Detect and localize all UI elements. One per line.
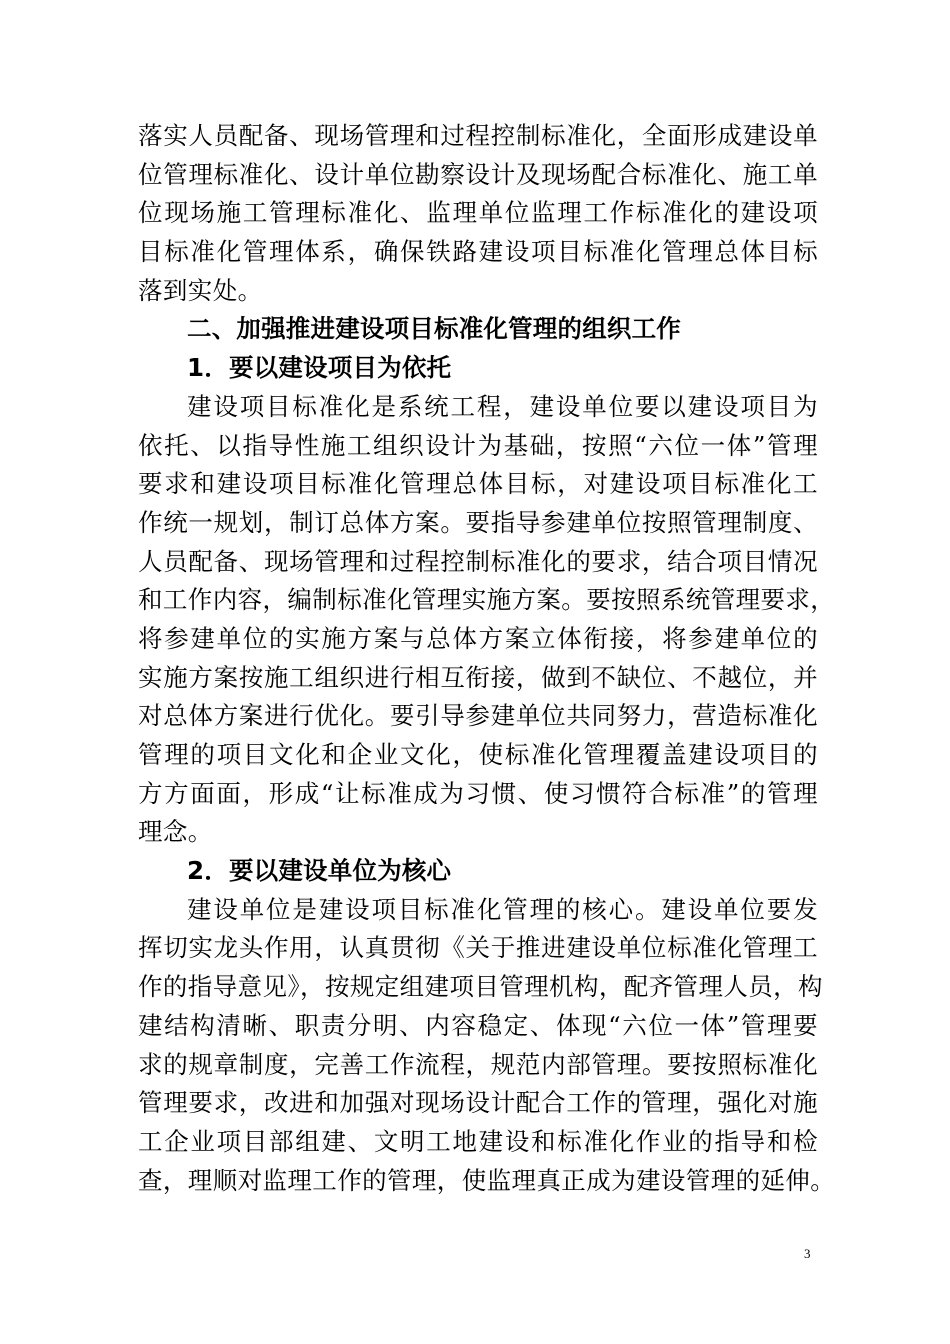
paragraph-line: 位管理标准化、设计单位勘察设计及现场配合标准化、施工单 (138, 159, 818, 189)
paragraph-line: 落到实处。 (138, 275, 263, 305)
paragraph-line: 作统一规划，制订总体方案。要指导参建单位按照管理制度、 (138, 507, 818, 537)
paragraph-line: 位现场施工管理标准化、监理单位监理工作标准化的建设项 (138, 198, 818, 228)
paragraph-line: 目标准化管理体系，确保铁路建设项目标准化管理总体目标 (138, 237, 818, 267)
page-number: 3 (804, 1246, 811, 1261)
paragraph-line: 建结构清晰、职责分明、内容稳定、体现“六位一体”管理要 (138, 1010, 818, 1040)
paragraph-line: 管理要求，改进和加强对现场设计配合工作的管理，强化对施 (138, 1088, 818, 1118)
paragraph-line: 求的规章制度，完善工作流程，规范内部管理。要按照标准化 (138, 1049, 818, 1079)
paragraph-line: 方方面面，形成“让标准成为习惯、使习惯符合标准”的管理 (138, 778, 818, 808)
paragraph-line: 作的指导意见》，按规定组建项目管理机构，配齐管理人员，构 (138, 972, 823, 1002)
subsection-heading: 2．要以建设单位为核心 (187, 856, 452, 886)
paragraph-line: 查，理顺对监理工作的管理，使监理真正成为建设管理的延伸。 (138, 1165, 836, 1195)
paragraph-line: 要求和建设项目标准化管理总体目标，对建设项目标准化工 (138, 469, 818, 499)
paragraph-line: 依托、以指导性施工组织设计为基础，按照“六位一体”管理 (138, 430, 818, 460)
paragraph-line: 人员配备、现场管理和过程控制标准化的要求，结合项目情况 (138, 546, 818, 576)
paragraph-line: 挥切实龙头作用，认真贯彻《关于推进建设单位标准化管理工 (138, 933, 818, 963)
paragraph-line: 建设单位是建设项目标准化管理的核心。建设单位要发 (187, 894, 818, 924)
paragraph-line: 对总体方案进行优化。要引导参建单位共同努力，营造标准化 (138, 701, 818, 731)
body-text (138, 117, 836, 1200)
paragraph-line: 工企业项目部组建、文明工地建设和标准化作业的指导和检 (138, 1126, 818, 1156)
paragraph-line: 和工作内容，编制标准化管理实施方案。要按照系统管理要求， (138, 585, 836, 615)
section-heading: 二、加强推进建设项目标准化管理的组织工作 (187, 314, 681, 344)
paragraph-line: 将参建单位的实施方案与总体方案立体衔接，将参建单位的 (138, 623, 818, 653)
paragraph-line: 实施方案按施工组织进行相互衔接，做到不缺位、不越位，并 (138, 662, 818, 692)
paragraph-line: 理念。 (138, 817, 213, 847)
paragraph-line: 建设项目标准化是系统工程，建设单位要以建设项目为 (187, 391, 818, 421)
paragraph-line: 落实人员配备、现场管理和过程控制标准化，全面形成建设单 (138, 121, 818, 150)
paragraph-line: 管理的项目文化和企业文化，使标准化管理覆盖建设项目的 (138, 740, 818, 769)
subsection-heading: 1．要以建设项目为依托 (187, 353, 452, 383)
